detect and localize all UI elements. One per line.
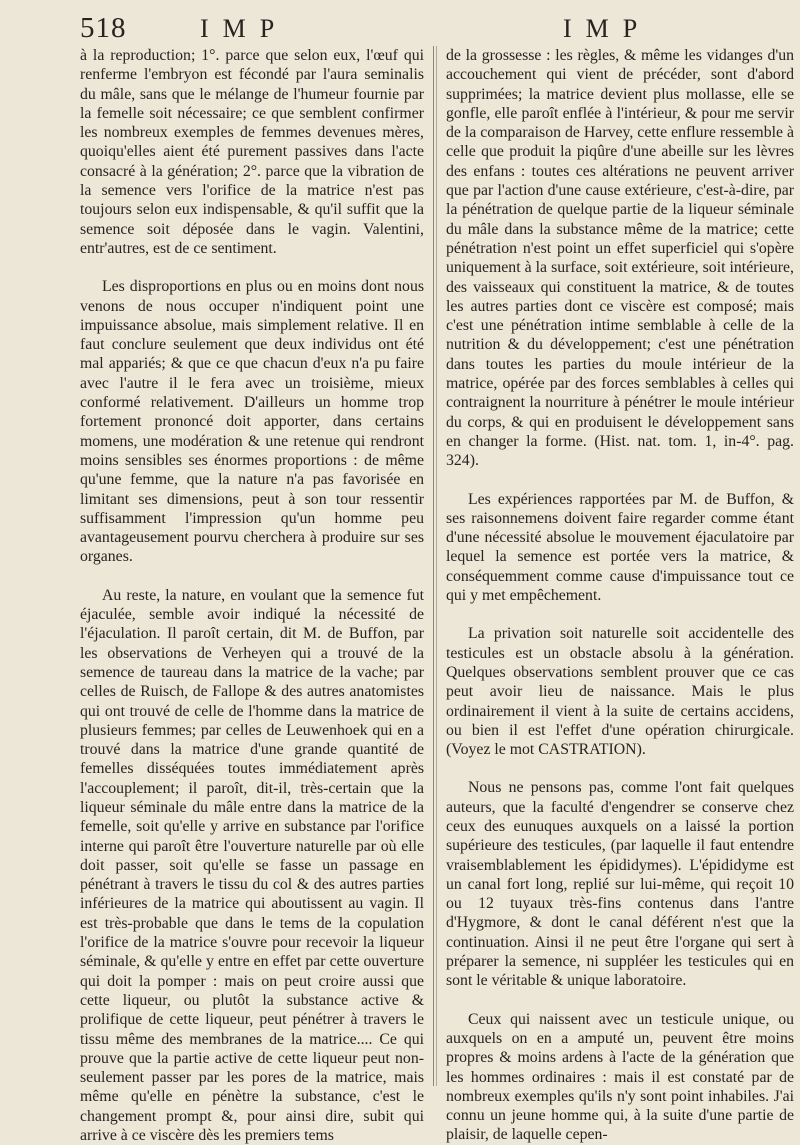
right-column	[446, 46, 794, 1144]
running-head-left: IMP	[200, 14, 289, 43]
right-paragraph-2: Les expériences rapportées par M. de Buffon, & ses raisonnemens doivent faire regarder comme étant d'une nécessité absolue le mouvement éjaculatoire par lequel la semence est portée vers la matrice, & conséquemment comme cause d'impuissance tout ce qui y met empêchement.	[446, 490, 794, 605]
right-paragraph-1: de la grossesse : les règles, & même les vidanges d'un accouchement qui vient de précéder, sont d'abord supprimées; la matrice devient plus mollasse, elle se gonfle, elle paroît enflée à l'intérieur, & pour me servir de la comparaison de Harvey, cette enflure ressemble à celle que produit la piqûre d'une abeille sur les lèvres des enfans : toutes ces altérations ne peuvent arriver que par l'action d'une cause extérieure, c'est-à-dire, par la pénétration de quelque partie de la liqueur séminale du mâle dans la substance même de la matrice; cette pénétration n'est point un effet superficiel qui s'opère uniquement à la surface, soit extérieure, soit intérieure, des vaisseaux qui constituent la matrice, & de toutes les autres parties dont ce viscère est composé; mais c'est une pénétration intime semblable à celle de la nutrition & du développement; c'est une pénétration dans toutes les parties du moule intérieur de la matrice, opérée par des forces semblables à celles qui contraignent la nourriture à pénétrer le moule intérieur du corps, & qui en produisent le développement sans en changer la forme. (Hist. nat. tom. 1, in-4°. pag. 324).	[446, 47, 794, 470]
right-paragraph-5: Ceux qui naissent avec un testicule unique, ou auxquels on en a amputé un, peuvent être moins propres & moins ardens à l'acte de la génération que les hommes ordinaires : mais il est constaté par de nombreux exemples qu'ils n'y sont point inhabiles. J'ai connu un jeune homme qui, à la suite d'une partie de plaisir, de laquelle cepen-	[446, 1010, 794, 1144]
running-head-right: IMP	[563, 14, 652, 43]
right-paragraph-4: Nous ne pensons pas, comme l'ont fait quelques auteurs, que la faculté d'engendrer se conserve chez ceux des eunuques auxquels on a laissé la portion supérieure des testicules, (par laquelle il faut entendre vraisemblablement les épididymes). L'épididyme est un canal fort long, replié sur lui-même, qui reçoit 10 ou 12 tuyaux très-fins contenus dans l'antre d'Hygmore, & dont le canal déférent n'est que la continuation. Ainsi il ne peut être l'organe qui sert à préparer la semence, ni suppléer les testicules qui en sont le véritable & unique laboratoire.	[446, 779, 794, 990]
page-number: 518	[80, 12, 127, 44]
left-paragraph-1: à la reproduction; 1°. parce que selon eux, l'œuf qui renferme l'embryon est fécondé par l'aura seminalis du mâle, sans que le mélange de l'humeur fournie par la femelle soit nécessaire; ce que semblent confirmer les nombreux exemples de femmes devenues mères, quoiqu'elles aient été purement passives dans l'acte consacré à la génération; 2°. parce que la vibration de la semence vers l'orifice de la matrice n'est pas toujours selon eux indispensable, & qu'il suffit que la semence soit déposée dans le vagin. Valentini, entr'autres, est de ce sentiment.	[80, 47, 424, 257]
left-column	[80, 46, 424, 1145]
right-paragraph-3: La privation soit naturelle soit accidentelle des testicules est un obstacle absolu à la génération. Quelques observations semblent prouver que ce cas peut avoir lieu de naissance. Mais le plus ordinairement il vient à la suite de certains accidens, ou bien il est l'effet d'une opération chirurgicale. (Voyez le mot CASTRATION).	[446, 625, 794, 759]
column-divider	[433, 46, 434, 1086]
column-divider-inner	[436, 46, 437, 1086]
left-paragraph-2: Les disproportions en plus ou en moins dont nous venons de nous occuper n'indiquent point une impuissance absolue, mais simplement relative. Il en faut conclure seulement que deux individus ont été mal appariés; & que ce que chacun d'eux n'a pu faire avec l'autre il le fera avec un troisième, mieux conformé relativement. D'ailleurs un homme trop fortement prononcé doit apporter, dans certains momens, une modération & une retenue qui rendront moins sensibles ses énormes proportions : de même qu'une femme, que la nature n'a pas favorisée en limitant ses dimensions, peut à son tour ressentir suffisamment l'impression qu'un homme peu avantageusement pourvu cherchera à produire sur ses organes.	[80, 278, 424, 566]
left-paragraph-3: Au reste, la nature, en voulant que la semence fut éjaculée, semble avoir indiqué la nécessité de l'éjaculation. Il paroît certain, dit M. de Buffon, par les observations de Verheyen qui a trouvé de la semence de taureau dans la matrice de la vache; par celles de Ruisch, de Fallope & des autres anatomistes qui ont trouvé de celle de l'homme dans la matrice de plusieurs femmes; par celles de Leuwenhoek qui en a trouvé dans la matrice d'une grande quantité de femelles disséquées toutes immédiatement après l'accouplement; il paroît, dit-il, très-certain que la liqueur séminale du mâle entre dans la matrice de la femelle, soit qu'elle y arrive en substance par l'orifice interne qui paroît être l'ouverture naturelle par où elle doit passer, soit qu'elle se fasse un passage en pénétrant à travers le tissu du col & des autres parties inférieures de la matrice qui aboutissent au vagin. Il est très-probable que dans le tems de la copulation l'orifice de la matrice s'ouvre pour recevoir la liqueur séminale, & qu'elle y entre en effet par cette ouverture qui doit la pomper : mais on peut croire aussi que cette liqueur, ou plutôt la substance active & prolifique de cette liqueur, peut pénétrer à travers le tissu même des membranes de la matrice.... Ce qui prouve que la partie active de cette liqueur peut non-seulement passer par les pores de la matrice, mais même qu'elle en pénètre la substance, c'est le changement prompt &, pour ainsi dire, subit qui arrive à ce viscère dès les premiers tems	[80, 586, 424, 1145]
